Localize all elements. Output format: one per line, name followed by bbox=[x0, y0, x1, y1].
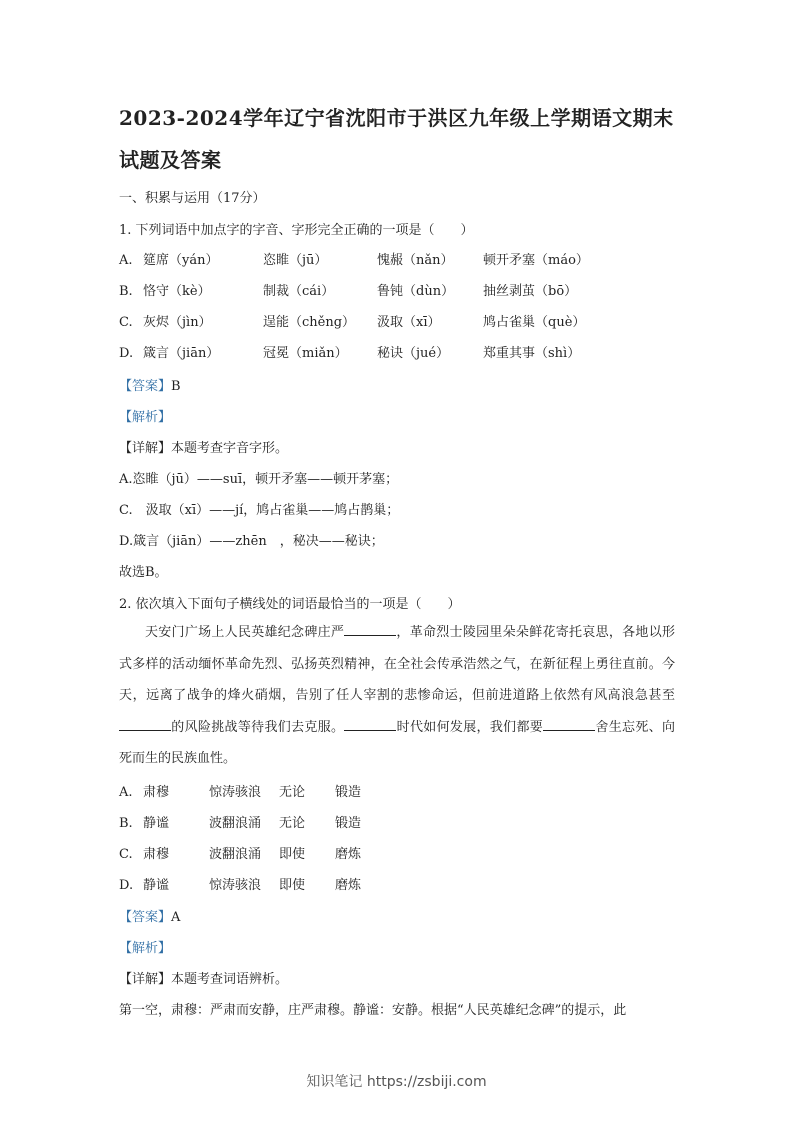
option-letter: A. bbox=[119, 785, 133, 800]
document-title-line1: 2023-2024学年辽宁省沈阳市于洪区九年级上学期语文期末 bbox=[119, 106, 674, 130]
q2-stem: 2. 依次填入下面句子横线处的词语最恰当的一项是（ ） bbox=[119, 597, 461, 612]
option-letter: B. bbox=[119, 816, 133, 831]
fill-blank bbox=[119, 718, 171, 731]
q2-option-b bbox=[119, 812, 361, 831]
passage-text: ，革命烈士陵园里朵朵鲜花寄托哀思，各地以形式多样的活动缅怀革命先烈、弘扬英烈精神，在全社会传承浩然之气，在新征程上勇往直前。今天，远离了战争的烽火硝烟，告别了任人宰割的悲惨命运，但前进道路上依然有风高浪急甚至 bbox=[119, 625, 675, 703]
option-item: 肃穆 bbox=[143, 785, 170, 800]
option-item: 锻造 bbox=[335, 816, 362, 831]
option-letter: D. bbox=[119, 878, 134, 893]
passage-text: 的风险挑战等待我们去克服。 bbox=[171, 719, 345, 735]
option-letter: A. bbox=[119, 253, 133, 268]
option-item: 磨炼 bbox=[335, 878, 362, 893]
option-item: 冠冕（miǎn） bbox=[263, 346, 348, 361]
option-item: 锻造 bbox=[335, 785, 362, 800]
answer-value: B bbox=[171, 379, 181, 394]
option-item: 即使 bbox=[279, 847, 306, 862]
option-item: 鲁钝（dùn） bbox=[377, 284, 455, 299]
option-item: 筵席（yán） bbox=[143, 253, 219, 268]
option-item: 制裁（cái） bbox=[263, 284, 335, 299]
option-item: 惊涛骇浪 bbox=[209, 785, 262, 800]
option-item: 秘诀（jué） bbox=[377, 346, 450, 361]
q2-detail: 【详解】本题考查词语辨析。 bbox=[119, 972, 289, 987]
q2-passage bbox=[119, 617, 675, 775]
answer-value: A bbox=[171, 910, 181, 925]
option-item: 恣睢（jū） bbox=[263, 253, 328, 268]
option-item: 肃穆 bbox=[143, 847, 170, 862]
q1-option-d bbox=[119, 342, 580, 361]
q2-option-c bbox=[119, 843, 361, 862]
q1-explain-line: A.恣睢（jū）——suī，顿开矛塞——顿开茅塞； bbox=[119, 472, 399, 487]
fill-blank bbox=[344, 623, 396, 636]
option-letter: B. bbox=[119, 284, 133, 299]
q2-option-a bbox=[119, 781, 361, 800]
q1-explain-line: C. 汲取（xī）——jí，鸠占雀巢——鸠占鹊巢； bbox=[119, 503, 400, 518]
option-item: 恪守（kè） bbox=[143, 284, 211, 299]
option-letter: D. bbox=[119, 346, 134, 361]
option-item: 惊涛骇浪 bbox=[209, 878, 262, 893]
option-item: 无论 bbox=[279, 785, 306, 800]
q2-explain-line: 第一空，肃穆：严肃而安静，庄严肃穆。静谧：安静。根据“人民英雄纪念碑”的提示，此 bbox=[119, 1003, 627, 1018]
option-letter: C. bbox=[119, 315, 133, 330]
option-item: 抽丝剥茧（bō） bbox=[483, 284, 578, 299]
option-item: 逞能（chěng） bbox=[263, 315, 356, 330]
option-item: 顿开矛塞（máo） bbox=[483, 253, 589, 268]
option-item: 箴言（jiān） bbox=[143, 346, 220, 361]
q1-explain-line: D.箴言（jiān）——zhēn ，秘决——秘诀； bbox=[119, 534, 384, 549]
passage-text: 天安门广场上人民英雄纪念碑庄严 bbox=[145, 625, 345, 640]
fill-blank bbox=[344, 718, 396, 731]
q1-option-a bbox=[119, 249, 589, 268]
passage-text: 时代如何发展，我们都要 bbox=[396, 719, 544, 735]
q1-option-c bbox=[119, 311, 585, 330]
option-item: 汲取（xī） bbox=[377, 315, 441, 330]
option-item: 愧赧（nǎn） bbox=[377, 253, 454, 268]
q2-answer bbox=[119, 906, 180, 925]
q1-stem: 1. 下列词语中加点字的字音、字形完全正确的一项是（ ） bbox=[119, 223, 474, 238]
q1-answer bbox=[119, 375, 181, 394]
document-title-line2: 试题及答案 bbox=[119, 148, 222, 172]
passage-text: 舍生忘死、向死而生的民族血性。 bbox=[119, 719, 675, 766]
q1-option-b bbox=[119, 280, 577, 299]
q1-detail: 【详解】本题考查字音字形。 bbox=[119, 441, 289, 456]
q1-analysis-tag: 【解析】 bbox=[119, 410, 172, 425]
option-item: 灰烬（jìn） bbox=[143, 315, 212, 330]
answer-tag: 【答案】 bbox=[119, 379, 172, 394]
footer-watermark: 知识笔记 https://zsbiji.com bbox=[306, 1074, 487, 1090]
answer-tag: 【答案】 bbox=[119, 910, 172, 925]
option-item: 无论 bbox=[279, 816, 306, 831]
q1-conclusion: 故选B。 bbox=[119, 565, 168, 580]
option-item: 磨炼 bbox=[335, 847, 362, 862]
option-item: 鸠占雀巢（què） bbox=[483, 315, 586, 330]
q2-analysis-tag: 【解析】 bbox=[119, 941, 172, 956]
option-item: 静谧 bbox=[143, 816, 170, 831]
option-letter: C. bbox=[119, 847, 133, 862]
section-heading: 一、积累与运用（17分） bbox=[119, 191, 266, 206]
option-item: 静谧 bbox=[143, 878, 170, 893]
option-item: 郑重其事（shì） bbox=[483, 346, 581, 361]
fill-blank bbox=[543, 718, 595, 731]
option-item: 波翻浪涌 bbox=[209, 847, 262, 862]
q2-option-d bbox=[119, 874, 361, 893]
option-item: 即使 bbox=[279, 878, 306, 893]
option-item: 波翻浪涌 bbox=[209, 816, 262, 831]
